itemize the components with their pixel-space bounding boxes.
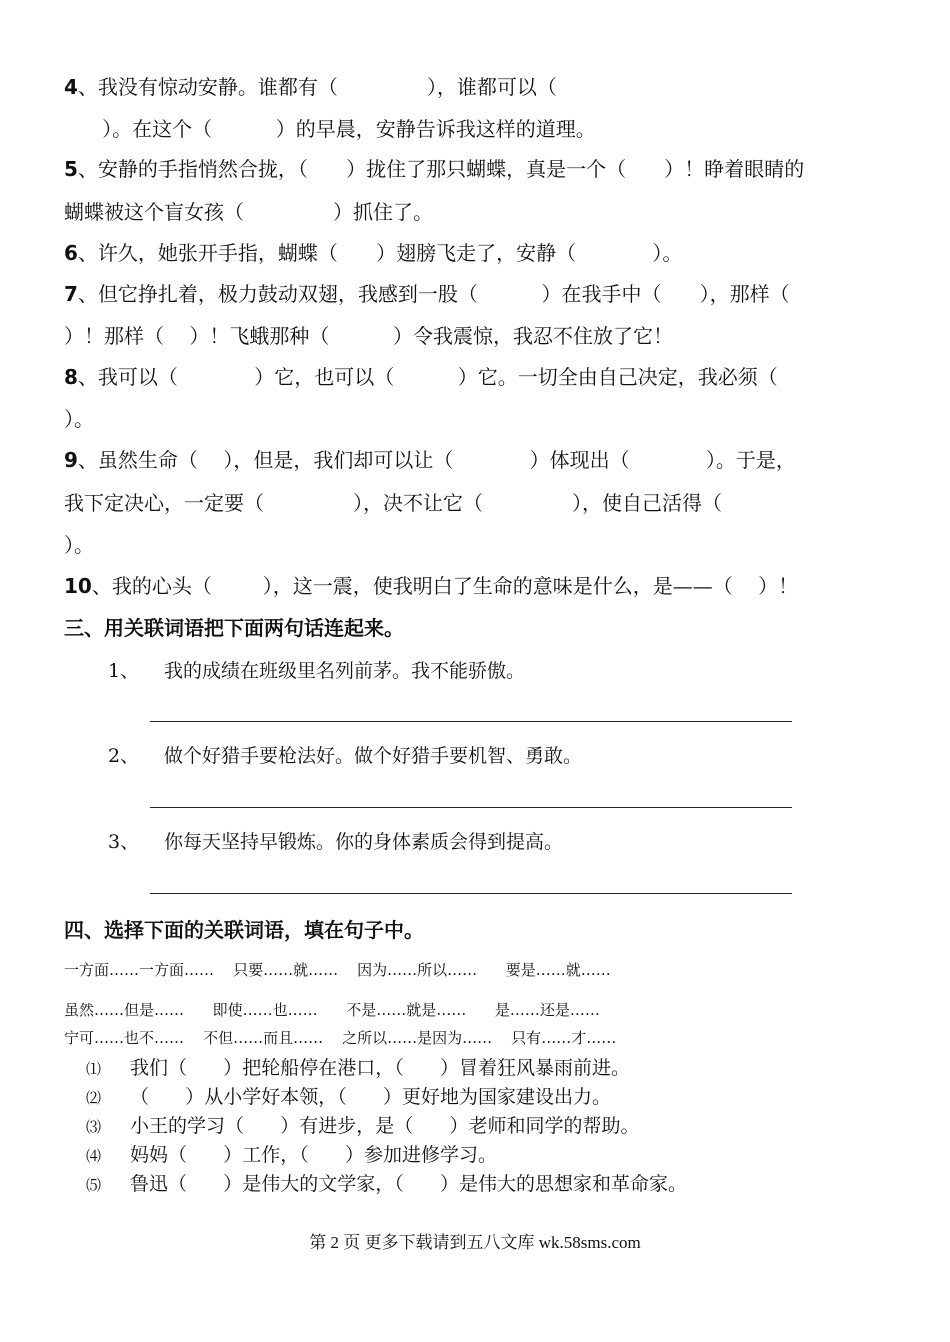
question-4-line-2: ）。在这个（ ）的早晨，安静告诉我这样的道理。: [64, 117, 596, 141]
section-4-sentence-4: ⑷ 妈妈（ ）工作，（ ）参加进修学习。: [86, 1144, 497, 1166]
question-6-line-1: 6、许久，她张开手指，蝴蝶（ ）翅膀飞走了，安静（ ）。: [64, 241, 683, 265]
question-8-line-1: 8、我可以（ ）它，也可以（ ）它。一切全由自己决定，我必须（: [64, 365, 778, 389]
question-5-line-2: 蝴蝶被这个盲女孩（ ）抓住了。: [64, 200, 434, 224]
question-10-line-1: 10、我的心头（ ），这一震，使我明白了生命的意味是什么，是——（ ）！: [64, 574, 799, 598]
section-4-sentence-2: ⑵ （ ）从小学好本领，（ ）更好地为国家建设出力。: [86, 1086, 611, 1108]
section-4-sentence-3: ⑶ 小王的学习（ ）有进步，是（ ）老师和同学的帮助。: [86, 1115, 640, 1137]
section-3-item-2: 2、 做个好猎手要枪法好。做个好猎手要机智、勇敢。: [108, 745, 583, 767]
question-5-line-1: 5、安静的手指悄然合拢，（ ）拢住了那只蝴蝶，真是一个（ ）！睁着眼睛的: [64, 157, 805, 181]
section-3-item-1: 1、 我的成绩在班级里名列前茅。我不能骄傲。: [108, 660, 526, 682]
section-4-sentence-1: ⑴ 我们（ ）把轮船停在港口，（ ）冒着狂风暴雨前进。: [86, 1057, 630, 1079]
conjunction-options-row-2: 虽然……但是…… 即使……也…… 不是……就是…… 是……还是……: [64, 1001, 600, 1019]
conjunction-options-row-3: 宁可……也不…… 不但……而且…… 之所以……是因为…… 只有……才……: [64, 1029, 617, 1047]
section-3-item-3: 3、 你每天坚持早锻炼。你的身体素质会得到提高。: [108, 831, 564, 853]
question-9-line-2: 我下定决心，一定要（ ），决不让它（ ），使自己活得（: [64, 491, 723, 515]
question-9-line-3: ）。: [64, 533, 94, 557]
question-8-line-2: ）。: [64, 407, 94, 431]
answer-line-1[interactable]: [150, 721, 792, 722]
answer-line-3[interactable]: [150, 893, 792, 894]
section-4-sentence-5: ⑸ 鲁迅（ ）是伟大的文学家，（ ）是伟大的思想家和革命家。: [86, 1173, 687, 1195]
conjunction-options-row-1: 一方面……一方面…… 只要……就…… 因为……所以…… 要是……就……: [64, 961, 611, 979]
section-4-title: 四、选择下面的关联词语，填在句子中。: [64, 918, 424, 942]
answer-line-2[interactable]: [150, 807, 792, 808]
section-3-title: 三、用关联词语把下面两句话连起来。: [64, 616, 404, 640]
question-7-line-1: 7、但它挣扎着，极力鼓动双翅，我感到一股（ ）在我手中（ ），那样（: [64, 282, 790, 306]
question-7-line-2: ）！那样（ ）！飞蛾那种（ ）令我震惊，我忍不住放了它！: [64, 324, 674, 348]
page-footer: 第 2 页 更多下载请到五八文库 wk.58sms.com: [309, 1233, 641, 1252]
question-9-line-1: 9、虽然生命（ ），但是，我们却可以让（ ）体现出（ ）。于是，: [64, 448, 796, 472]
question-4-line-1: 4、我没有惊动安静。谁都有（ ），谁都可以（: [64, 75, 557, 99]
